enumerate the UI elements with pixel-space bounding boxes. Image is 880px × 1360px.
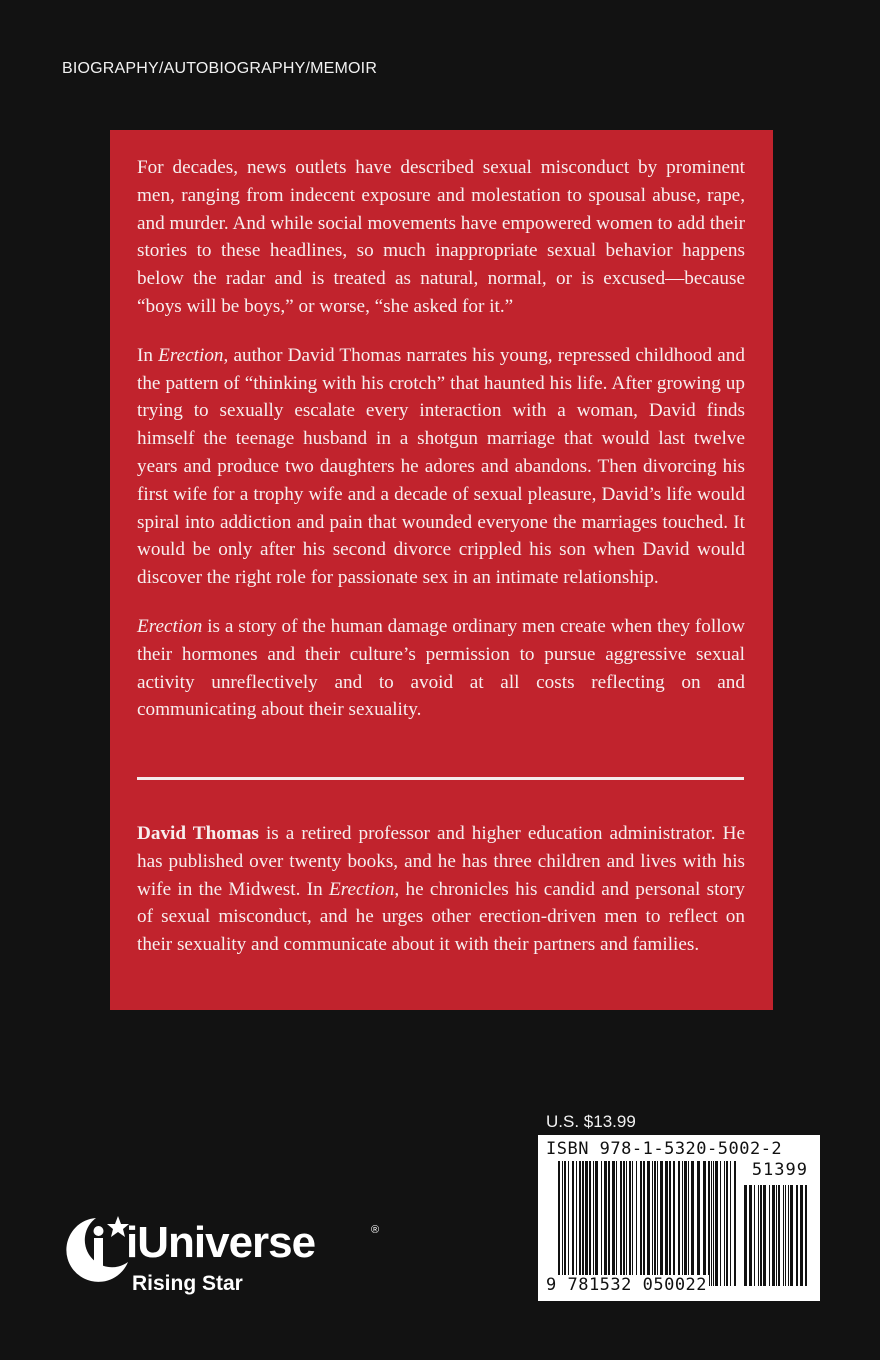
blurb-paragraph-2 bbox=[137, 342, 745, 592]
book-title: Erection bbox=[329, 878, 395, 900]
blurb-p3-rest: is a story of the human damage ordinary men create when they follow their hormones and their culture’s permission to pursue aggressive sexual activity unreflectively and to avoid at all costs reflecting on and communicating about their sexuality. bbox=[137, 615, 745, 721]
blurb-paragraph-1: For decades, news outlets have described sexual misconduct by prominent men, ranging from indecent exposure and molestation to spousal abuse, rape, and murder. And while social movements have empowered women to add their stories to these headlines, so much inappropriate sexual behavior happens below the radar and is treated as natural, normal, or is excused—because “boys will be boys,” or worse, “she asked for it.” bbox=[137, 157, 745, 317]
blurb-paragraph-3 bbox=[137, 613, 745, 724]
blurb-p2-rest: , author David Thomas narrates his young, repressed childhood and the pattern of “thinking with his crotch” that haunted his life. After growing up trying to sexually escalate every interaction with a woman, David finds himself the teenage husband in a shotgun marriage that would last twelve years and produce two daughters he adores and abandons. Then divorcing his first wife for a trophy wife and a decade of sexual pleasure, David’s life would spiral into addiction and pain that wounded everyone the marriages touched. It would be only after his second divorce crippled his son when David would discover the right role for passionate sex in an intimate relationship. bbox=[137, 344, 745, 589]
bio-part-2: , he chronicles his candid and personal story of sexual misconduct, and he urges other erection-driven men to reflect on their sexuality and communicate about it with their partners and families. bbox=[137, 878, 745, 956]
publisher-tagline: Rising Star bbox=[132, 1272, 243, 1295]
ean-number: 9 781532 050022 bbox=[546, 1275, 708, 1295]
crescent-star-icon bbox=[58, 1212, 134, 1288]
price-label: U.S. $13.99 bbox=[546, 1112, 636, 1131]
blurb-p2-start: In bbox=[137, 344, 159, 366]
book-title: Erection bbox=[137, 615, 203, 637]
publisher-name: iUniverse bbox=[126, 1218, 316, 1267]
registered-mark: ® bbox=[371, 1224, 380, 1236]
book-blurb bbox=[137, 154, 745, 724]
publisher-logo bbox=[58, 1212, 388, 1302]
author-bio bbox=[137, 820, 745, 959]
barcode-price-code: 51399 bbox=[751, 1160, 808, 1180]
category-label: BIOGRAPHY/AUTOBIOGRAPHY/MEMOIR bbox=[62, 60, 378, 77]
bio-part-1: is a retired professor and higher education administrator. He has published over twenty books, and he has three children and lives with his wife in the Midwest. In bbox=[137, 823, 745, 900]
book-title: Erection bbox=[158, 344, 224, 366]
barcode-main-bars bbox=[558, 1161, 738, 1286]
author-bio-text bbox=[137, 820, 745, 959]
isbn-number: ISBN 978-1-5320-5002-2 bbox=[546, 1139, 783, 1159]
isbn-barcode bbox=[538, 1135, 820, 1301]
author-name: David Thomas bbox=[137, 823, 259, 844]
description-panel bbox=[110, 130, 773, 1010]
barcode-addon-bars bbox=[744, 1185, 810, 1286]
divider bbox=[137, 777, 744, 780]
